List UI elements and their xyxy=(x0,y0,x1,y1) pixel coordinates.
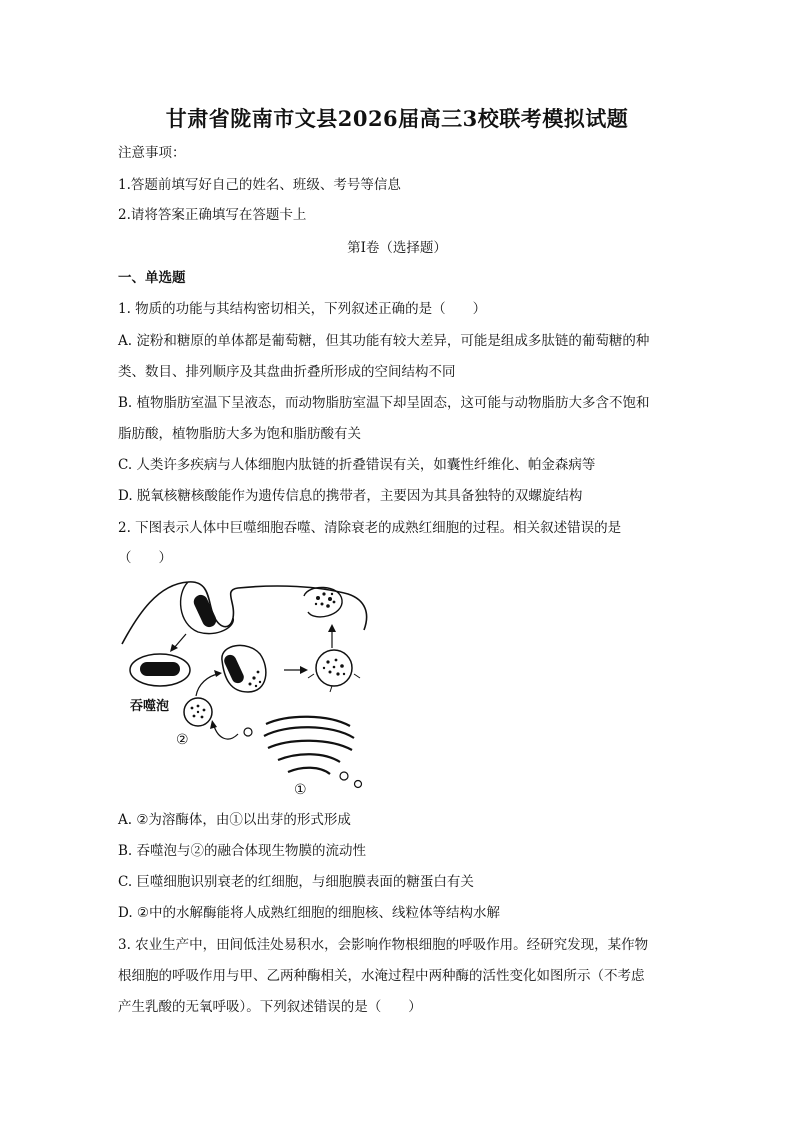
notice-item: 2.请将答案正确填写在答题卡上 xyxy=(118,207,307,223)
question-2-stem-cont: （ ） xyxy=(118,550,172,566)
notice-heading: 注意事项： xyxy=(118,145,186,161)
golgi-apparatus xyxy=(264,717,354,774)
red-blood-cell xyxy=(191,593,218,630)
question-3-stem-cont: 产生乳酸的无氧呼吸）。下列叙述错误的是（ ） xyxy=(118,999,422,1015)
label-1: ① xyxy=(294,782,307,798)
question-1-option-b-cont: 脂肪酸，植物脂肪大多为饱和脂肪酸有关 xyxy=(118,426,361,442)
question-3-stem: 3. 农业生产中，田间低洼处易积水，会影响作物根细胞的呼吸作用。经研究发现，某作物 xyxy=(118,937,649,953)
label-2: ② xyxy=(176,732,189,748)
question-3-stem-cont: 根细胞的呼吸作用与甲、乙两种酶相关，水淹过程中两种酶的活性变化如图所示（不考虑 xyxy=(118,968,645,984)
phagosome-label: 吞噬泡 xyxy=(130,699,170,714)
question-2-stem: 2. 下图表示人体中巨噬细胞吞噬、清除衰老的成熟红细胞的过程。相关叙述错误的是 xyxy=(118,520,622,536)
question-1-option-d: D. 脱氧核糖核酸能作为遗传信息的携带者，主要因为其具备独特的双螺旋结构 xyxy=(118,488,583,504)
question-2-option-d: D. ②中的水解酶能将人成熟红细胞的细胞核、线粒体等结构水解 xyxy=(118,905,501,921)
question-2-option-b: B. 吞噬泡与②的融合体现生物膜的流动性 xyxy=(118,843,367,859)
question-1-option-a-cont: 类、数目、排列顺序及其盘曲折叠所形成的空间结构不同 xyxy=(118,364,456,380)
phagocytosis-diagram xyxy=(118,574,378,800)
page-title: 甘肃省陇南市文县2026届高三3校联考模拟试题 xyxy=(165,106,629,131)
question-1-option-b: B. 植物脂肪室温下呈液态，而动物脂肪室温下却呈固态，这可能与动物脂肪大多含不饱和 xyxy=(118,395,650,411)
question-1-option-c: C. 人类许多疾病与人体细胞内肽链的折叠错误有关，如囊性纤维化、帕金森病等 xyxy=(118,457,596,473)
question-2-option-c: C. 巨噬细胞识别衰老的红细胞，与细胞膜表面的糖蛋白有关 xyxy=(118,874,474,890)
question-2-option-a: A. ②为溶酶体，由①以出芽的形式形成 xyxy=(118,812,351,828)
cell-membrane xyxy=(122,582,367,644)
question-1-option-a: A. 淀粉和糖原的单体都是葡萄糖，但其功能有较大差异，可能是组成多肽链的葡萄糖的种 xyxy=(118,333,650,349)
question-1-stem: 1. 物质的功能与其结构密切相关，下列叙述正确的是（ ） xyxy=(118,301,487,317)
dense-granules xyxy=(315,592,336,607)
notice-item: 1.答题前填写好自己的姓名、班级、考号等信息 xyxy=(118,177,401,193)
section-heading: 一、单选题 xyxy=(118,270,186,286)
volume-heading: 第I卷（选择题） xyxy=(347,240,447,256)
